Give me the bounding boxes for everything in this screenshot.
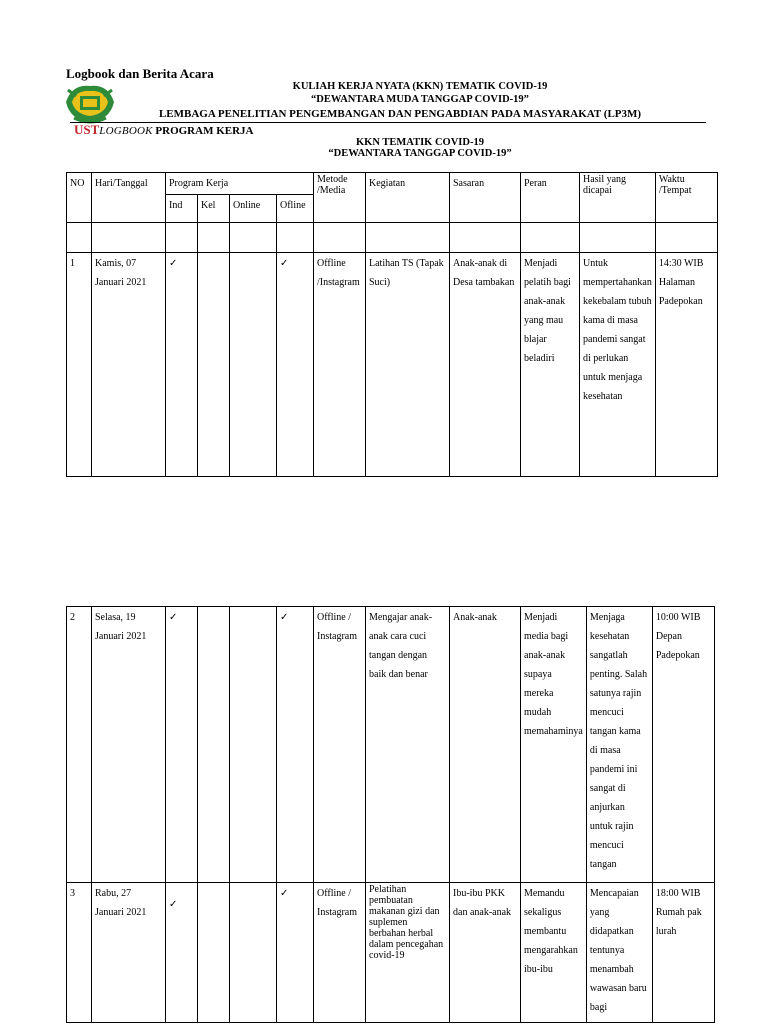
row-target: Anak-anak di Desa tambakan [450,253,521,477]
program-kerja-word: PROGRAM KERJA [155,125,254,137]
university-logo-icon [62,80,118,126]
row-online [230,253,277,477]
row-target: Ibu-ibu PKK dan anak-anak [450,883,521,1023]
row-ind-check: ✓ [166,253,198,477]
col-header-target: Sasaran [450,173,521,223]
row-date: Kamis, 07 Januari 2021 [92,253,166,477]
table-row [67,883,715,1023]
col-header-online: Online [230,195,277,223]
blank-row [67,223,718,253]
row-date: Selasa, 19 Januari 2021 [92,607,166,883]
row-activity: Latihan TS (Tapak Suci) [366,253,450,477]
col-header-result: Hasil yang dicapai [580,173,656,223]
row-kel [198,607,230,883]
row-offline-check: ✓ [277,607,314,883]
header-line-2: “DEWANTARA MUDA TANGGAP COVID-19” [311,94,529,105]
row-activity: Pelatihan pembuatan makanan gizi dan suplemen berbahan herbal dalam pencegahan covid-19 [366,883,450,1023]
header-line-1: KULIAH KERJA NYATA (KKN) TEMATIK COVID-19 [292,81,548,92]
row-kel [198,883,230,1023]
row-result: Mencapaian yang didapatkan tentunya menambah wawasan baru bagi [586,883,652,1023]
header-line-3: LEMBAGA PENELITIAN PENGEMBANGAN DAN PENGABDIAN PADA MASYARAKAT (LP3M) [158,108,642,120]
row-method: Offline /Instagram [314,253,366,477]
row-offline-check: ✓ [277,883,314,1023]
document-label: Logbook dan Berita Acara [66,66,214,81]
col-header-ind: Ind [166,195,198,223]
row-time: 18:00 WIB Rumah pak lurah [652,883,714,1023]
row-time: 14:30 WIB Halaman Padepokan [655,253,717,477]
col-header-time: Waktu /Tempat [655,173,717,223]
col-header-role: Peran [521,173,580,223]
table-row [67,253,718,477]
row-activity: Mengajar anak-anak cara cuci tangan dengan baik dan benar [366,607,450,883]
logbook-table [66,172,718,477]
row-time: 10:00 WIB Depan Padepokan [652,607,714,883]
row-ind-check: ✓ [166,883,198,1023]
title-line-1: KKN TEMATIK COVID-19 [356,137,484,148]
logbook-table-continued [66,606,715,1023]
row-no: 3 [67,883,92,1023]
col-header-no: NO [67,173,92,223]
row-online [230,607,277,883]
logbook-heading [74,122,253,138]
row-method: Offline / Instagram [314,883,366,1023]
col-header-offline: Ofline [277,195,314,223]
row-role: Memandu sekaligus membantu mengarahkan ibu-ibu [521,883,587,1023]
row-kel [198,253,230,477]
row-result: Untuk mempertahankan kekebalam tubuh kama di masa pandemi sangat di perlukan untuk menjaga kesehatan [580,253,656,477]
row-role: Menjadi pelatih bagi anak-anak yang mau blajar beladiri [521,253,580,477]
col-header-kel: Kel [198,195,230,223]
col-header-program: Program Kerja [166,173,314,195]
row-offline-check: ✓ [277,253,314,477]
row-role: Menjadi media bagi anak-anak supaya mereka mudah memahaminya [521,607,587,883]
logbook-word: LOGBOOK [99,125,153,137]
col-header-activity: Kegiatan [366,173,450,223]
title-line-2: “DEWANTARA TANGGAP COVID-19” [328,148,512,159]
row-result: Menjaga kesehatan sangatlah penting. Salah satunya rajin mencuci tangan kama di masa pandemi ini sangat di anjurkan untuk rajin mencuci tangan [586,607,652,883]
col-header-method: Metode /Media [314,173,366,223]
row-method: Offline / Instagram [314,607,366,883]
row-no: 2 [67,607,92,883]
row-online [230,883,277,1023]
col-header-date: Hari/Tanggal [92,173,166,223]
row-ind-check: ✓ [166,607,198,883]
ust-mark: UST [74,122,100,137]
row-date: Rabu, 27 Januari 2021 [92,883,166,1023]
row-target: Anak-anak [450,607,521,883]
table-row [67,607,715,883]
row-no: 1 [67,253,92,477]
